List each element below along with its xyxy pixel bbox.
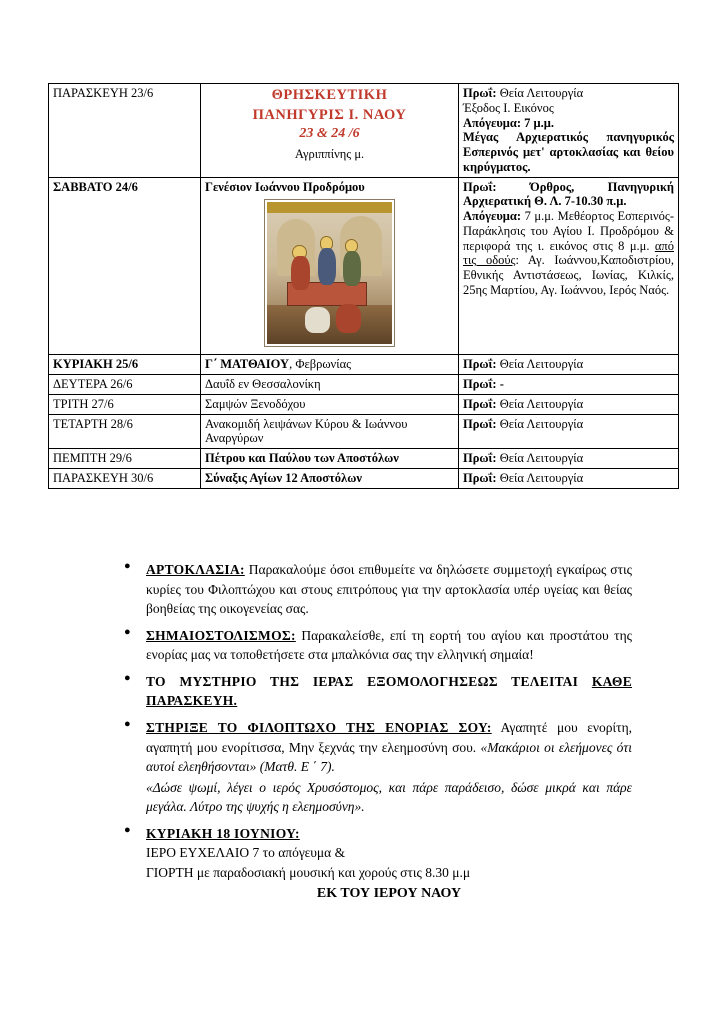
row-service-cell bbox=[459, 394, 679, 414]
table-row bbox=[49, 375, 679, 395]
service-label: Πρωΐ: bbox=[463, 179, 497, 194]
notice-body: Παρακαλούμε όσοι επιθυμείτε να δηλώσετε συμμετοχή εγκαίρως στις κυρίες του Φιλοπτώχου και στους επιτρόπους για την αρτοκλασία υπέρ υγείας και θείας βοηθείας της οικογενείας σας. bbox=[146, 562, 632, 617]
table-row bbox=[49, 394, 679, 414]
service-label: Πρωΐ: bbox=[463, 451, 497, 465]
notice-subquote: «Δώσε ψωμί, λέγει ο ιερός Χρυσόστομος, και πάρε παράδεισο, δώσε μικρά και πάρε μεγάλα. Λύτρο της ψυχής η ελεημοσύνη». bbox=[146, 779, 632, 815]
row-service-cell bbox=[459, 375, 679, 395]
feast-label-rest: , Φεβρωνίας bbox=[289, 357, 352, 372]
day-label: ΠΕΜΠΤΗ 29/6 bbox=[53, 451, 132, 465]
row-feast-cell bbox=[201, 414, 459, 449]
list-item bbox=[120, 672, 632, 711]
table-row bbox=[49, 449, 679, 469]
service-label: Πρωΐ: bbox=[463, 470, 497, 485]
festival-title-line1: ΘΡΗΣΚΕΥΤΙΚΗ bbox=[271, 87, 388, 103]
list-item bbox=[120, 560, 632, 619]
festival-dates: 23 & 24 /6 bbox=[299, 126, 360, 142]
service-text: Θεία Λειτουργία bbox=[496, 396, 584, 411]
icon-figure-5 bbox=[336, 304, 361, 332]
day-label: ΣΑΒΒΑΤΟ 24/6 bbox=[53, 179, 138, 194]
service-line bbox=[463, 101, 674, 116]
row-feast-cell bbox=[201, 375, 459, 395]
service-line bbox=[463, 86, 674, 101]
service-text: - bbox=[496, 377, 504, 391]
service-text: 7 μ.μ. Μεθέορτος Εσπερινός- Παράκλησις του Αγίου Ι. Προδρόμου & περιφορά της ι. εικόνος στις 8 μ.μ. bbox=[463, 209, 674, 253]
notice-heading: ΚΥΡΙΑΚΗ 18 ΙΟΥΝΙΟΥ: bbox=[146, 825, 300, 841]
row-day-cell bbox=[49, 355, 201, 375]
row-day-cell bbox=[49, 449, 201, 469]
notices-list bbox=[120, 560, 632, 912]
service-line bbox=[463, 116, 674, 131]
icon-figure-2 bbox=[318, 248, 336, 285]
row-feast-cell bbox=[201, 355, 459, 375]
feast-label: Δαυΐδ εν Θεσσαλονίκη bbox=[205, 377, 321, 391]
table-row bbox=[49, 177, 679, 355]
nativity-of-john-icon bbox=[265, 200, 394, 346]
icon-figure-1 bbox=[291, 256, 310, 290]
service-text: Θεία Λειτουργία bbox=[496, 86, 584, 100]
festival-subtitle: Αγριππίνης μ. bbox=[294, 146, 365, 161]
row-day-cell bbox=[49, 84, 201, 178]
icon-floor bbox=[267, 305, 392, 345]
service-line bbox=[463, 180, 674, 210]
list-item bbox=[120, 718, 632, 817]
row-service-cell bbox=[459, 177, 679, 355]
service-label: Πρωΐ: bbox=[463, 396, 497, 411]
table-row bbox=[49, 414, 679, 449]
row-service-cell bbox=[459, 355, 679, 375]
service-text: Έξοδος Ι. Εικόνος bbox=[463, 100, 554, 115]
day-label: ΤΡΙΤΗ 27/6 bbox=[53, 396, 114, 411]
list-item bbox=[120, 824, 632, 905]
day-label: ΔΕΥΤΕΡΑ 26/6 bbox=[53, 377, 133, 391]
row-day-cell bbox=[49, 375, 201, 395]
feast-label: Σαμψών Ξενοδόχου bbox=[205, 396, 306, 411]
notice-body: Αγαπητέ μου ενορίτη, αγαπητή μου ενορίτισσα, Μην ξεχνάς την ελεημοσύνη σου. bbox=[146, 719, 632, 755]
row-feast-cell bbox=[201, 394, 459, 414]
schedule-table bbox=[48, 83, 679, 489]
feast-label-bold: Γ΄ ΜΑΤΘΑΙΟΥ bbox=[205, 357, 290, 372]
service-text: Θεία Λειτουργία bbox=[496, 451, 584, 465]
day-label: ΚΥΡΙΑΚΗ 25/6 bbox=[53, 357, 139, 372]
day-label: ΤΕΤΑΡΤΗ 28/6 bbox=[53, 416, 133, 431]
notice-heading: ΑΡΤΟΚΛΑΣΙΑ: bbox=[146, 562, 245, 577]
notice-reference: (Ματθ. Ε ΄ 7). bbox=[256, 759, 335, 775]
notice-heading: ΣΗΜΑΙΟΣΤΟΛΙΣΜΟΣ: bbox=[146, 627, 296, 643]
day-label: ΠΑΡΑΣΚΕΥΗ 23/6 bbox=[53, 86, 154, 100]
service-text: Θεία Λειτουργία bbox=[496, 416, 584, 431]
table-row bbox=[49, 468, 679, 488]
row-service-cell bbox=[459, 468, 679, 488]
service-label: Απόγευμα: bbox=[463, 209, 522, 223]
schedule-table-container bbox=[48, 83, 678, 489]
service-text: Θεία Λειτουργία bbox=[496, 470, 584, 485]
notice-heading: ΣΤΗΡΙΞΕ ΤΟ ΦΙΛΟΠΤΩΧΟ ΤΗΣ ΕΝΟΡΙΑΣ ΣΟΥ: bbox=[146, 719, 492, 735]
service-route: : Αγ. Ιωάννου,Καποδιστρίου, Εθνικής Αντιστάσεως, Ιωνίας, Κιλκίς, 25ης Μαρτίου, Αγ. Ιωάννου, Ιερός Ναός. bbox=[463, 253, 674, 297]
list-item bbox=[120, 626, 632, 665]
icon-figure-3 bbox=[343, 251, 361, 287]
feast-label: Ανακομιδή λειψάνων Κύρου & Ιωάννου Αναργύρων bbox=[205, 416, 408, 446]
service-text: Όρθρος, Πανηγυρική Αρχιερατική Θ. Λ. 7-10.30 π.μ. bbox=[463, 179, 674, 209]
service-label: Πρωΐ: bbox=[463, 357, 497, 372]
notice-heading-underline: ΚΑΘΕ ΠΑΡΑΣΚΕΥΗ. bbox=[146, 673, 632, 709]
feast-label: Σύναξις Αγίων 12 Αποστόλων bbox=[205, 470, 362, 485]
service-label: Πρωΐ: bbox=[463, 86, 497, 100]
notice-line: ΙΕΡΟ ΕΥΧΕΛΑΙΟ 7 το απόγευμα & bbox=[146, 845, 346, 861]
row-feast-cell bbox=[201, 84, 459, 178]
icon-figure-4 bbox=[305, 307, 330, 333]
closing-signature: ΕΚ ΤΟΥ ΙΕΡΟΥ ΝΑΟΥ bbox=[316, 886, 462, 902]
notice-line: ΓΙΟΡΤΗ με παραδοσιακή μουσική και χορούς στις 8.30 μ.μ bbox=[146, 864, 471, 880]
service-label: Πρωΐ: bbox=[463, 416, 497, 431]
row-day-cell bbox=[49, 177, 201, 355]
service-detail: Μέγας Αρχιερατικός πανηγυρικός Εσπερινός μετ' αρτοκλασίας και θείου κηρύγματος. bbox=[463, 130, 674, 174]
row-day-cell bbox=[49, 394, 201, 414]
table-row bbox=[49, 355, 679, 375]
notice-body: Παρακαλείσθε, επί τη εορτή του αγίου και προστάτου της ενορίας μας να τοποθετήσετε στα μπαλκόνια σας την ελληνική σημαία! bbox=[146, 627, 632, 663]
row-service-cell bbox=[459, 449, 679, 469]
feast-label: Πέτρου και Παύλου των Αποστόλων bbox=[205, 451, 399, 465]
service-route-underline: από τις οδούς bbox=[463, 238, 674, 268]
row-service-cell bbox=[459, 84, 679, 178]
day-label: ΠΑΡΑΣΚΕΥΗ 30/6 bbox=[53, 470, 154, 485]
row-feast-cell bbox=[201, 449, 459, 469]
service-line bbox=[463, 209, 674, 298]
table-row bbox=[49, 84, 679, 178]
row-feast-cell bbox=[201, 177, 459, 355]
notice-heading: ΤΟ ΜΥΣΤΗΡΙΟ ΤΗΣ ΙΕΡΑΣ ΕΞΟΜΟΛΟΓΗΣΕΩΣ ΤΕΛΕΙΤΑΙ bbox=[146, 673, 592, 689]
service-label: Πρωΐ: bbox=[463, 377, 497, 391]
festival-title-line2: ΠΑΝΗΓΥΡΙΣ Ι. ΝΑΟΥ bbox=[252, 106, 407, 123]
row-day-cell bbox=[49, 468, 201, 488]
service-label: Απόγευμα: 7 μ.μ. bbox=[463, 115, 554, 130]
service-text: Θεία Λειτουργία bbox=[496, 357, 584, 372]
feast-label: Γενέσιον Ιωάννου Προδρόμου bbox=[205, 179, 365, 194]
row-feast-cell bbox=[201, 468, 459, 488]
row-service-cell bbox=[459, 414, 679, 449]
row-day-cell bbox=[49, 414, 201, 449]
notice-quote: «Μακάριοι οι ελεήμονες ότι αυτοί ελεηθήσονται» bbox=[146, 739, 632, 775]
